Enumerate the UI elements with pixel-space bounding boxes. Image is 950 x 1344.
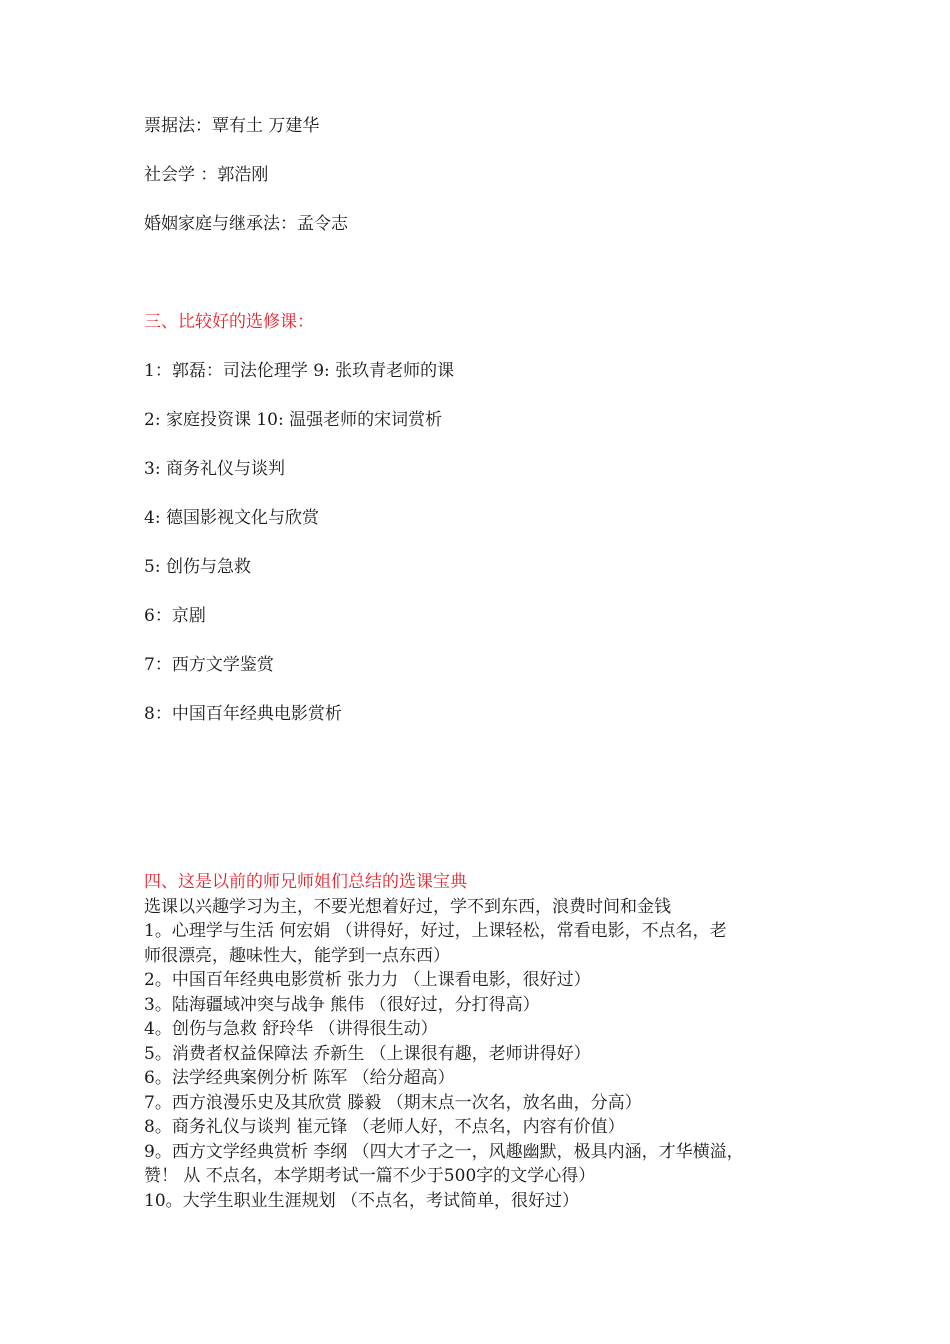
section4-line: 6。法学经典案例分析 陈军 （给分超高） [144,1068,455,1088]
section4-line: 选课以兴趣学习为主，不要光想着好过，学不到东西，浪费时间和金钱 [144,896,671,917]
section4-line: 10。大学生职业生涯规划 （不点名，考试简单，很好过） [144,1190,580,1211]
section4-block [144,870,824,1213]
section3-item-3: 3: 商务礼仪与谈判 [144,459,285,479]
section4-line: 1。心理学与生活 何宏娟 （讲得好，好过，上课轻松，常看电影，不点名，老 [144,921,727,941]
section4-line: 8。商务礼仪与谈判 崔元锋 （老师人好，不点名，内容有价值） [144,1117,625,1137]
section4-line: 4。创伤与急救 舒玲华 （讲得很生动） [144,1019,438,1039]
section4-line: 5。消费者权益保障法 乔新生 （上课很有趣，老师讲得好） [144,1043,591,1064]
section4-line: 9。西方文学经典赏析 李纲 （四大才子之一，风趣幽默，极具内涵，才华横溢， [144,1141,744,1162]
section3-item-4: 4: 德国影视文化与欣赏 [144,508,319,528]
section4-line: 师很漂亮，趣味性大，能学到一点东西） [144,945,450,966]
section3-item-1: 1：郭磊：司法伦理学 9: 张玖青老师的课 [144,361,455,381]
section3-item-7: 7：西方文学鉴赏 [144,655,274,675]
section4-line: 2。中国百年经典电影赏析 张力力 （上课看电影，很好过） [144,970,591,990]
section4-line: 赞！ 从 不点名，本学期考试一篇不少于500字的文学心得） [144,1166,596,1186]
section3-heading: 三、比较好的选修课： [144,312,314,332]
section4-heading: 四、这是以前的师兄师姐们总结的选课宝典 [144,872,467,892]
section3-item-5: 5: 创伤与急救 [144,557,251,577]
section4-line: 7。西方浪漫乐史及其欣赏 滕毅 （期末点一次名，放名曲，分高） [144,1092,642,1113]
text-line-bill-law: 票据法：覃有土 万建华 [144,116,320,136]
text-line-family-law: 婚姻家庭与继承法：孟令志 [144,214,348,234]
section4-line: 3。陆海疆域冲突与战争 熊伟 （很好过，分打得高） [144,994,540,1015]
text-line-sociology: 社会学 ：郭浩刚 [144,165,269,185]
section3-item-2: 2: 家庭投资课 10: 温强老师的宋词赏析 [144,410,443,430]
section3-item-6: 6：京剧 [144,606,206,626]
section3-item-8: 8：中国百年经典电影赏析 [144,704,342,724]
